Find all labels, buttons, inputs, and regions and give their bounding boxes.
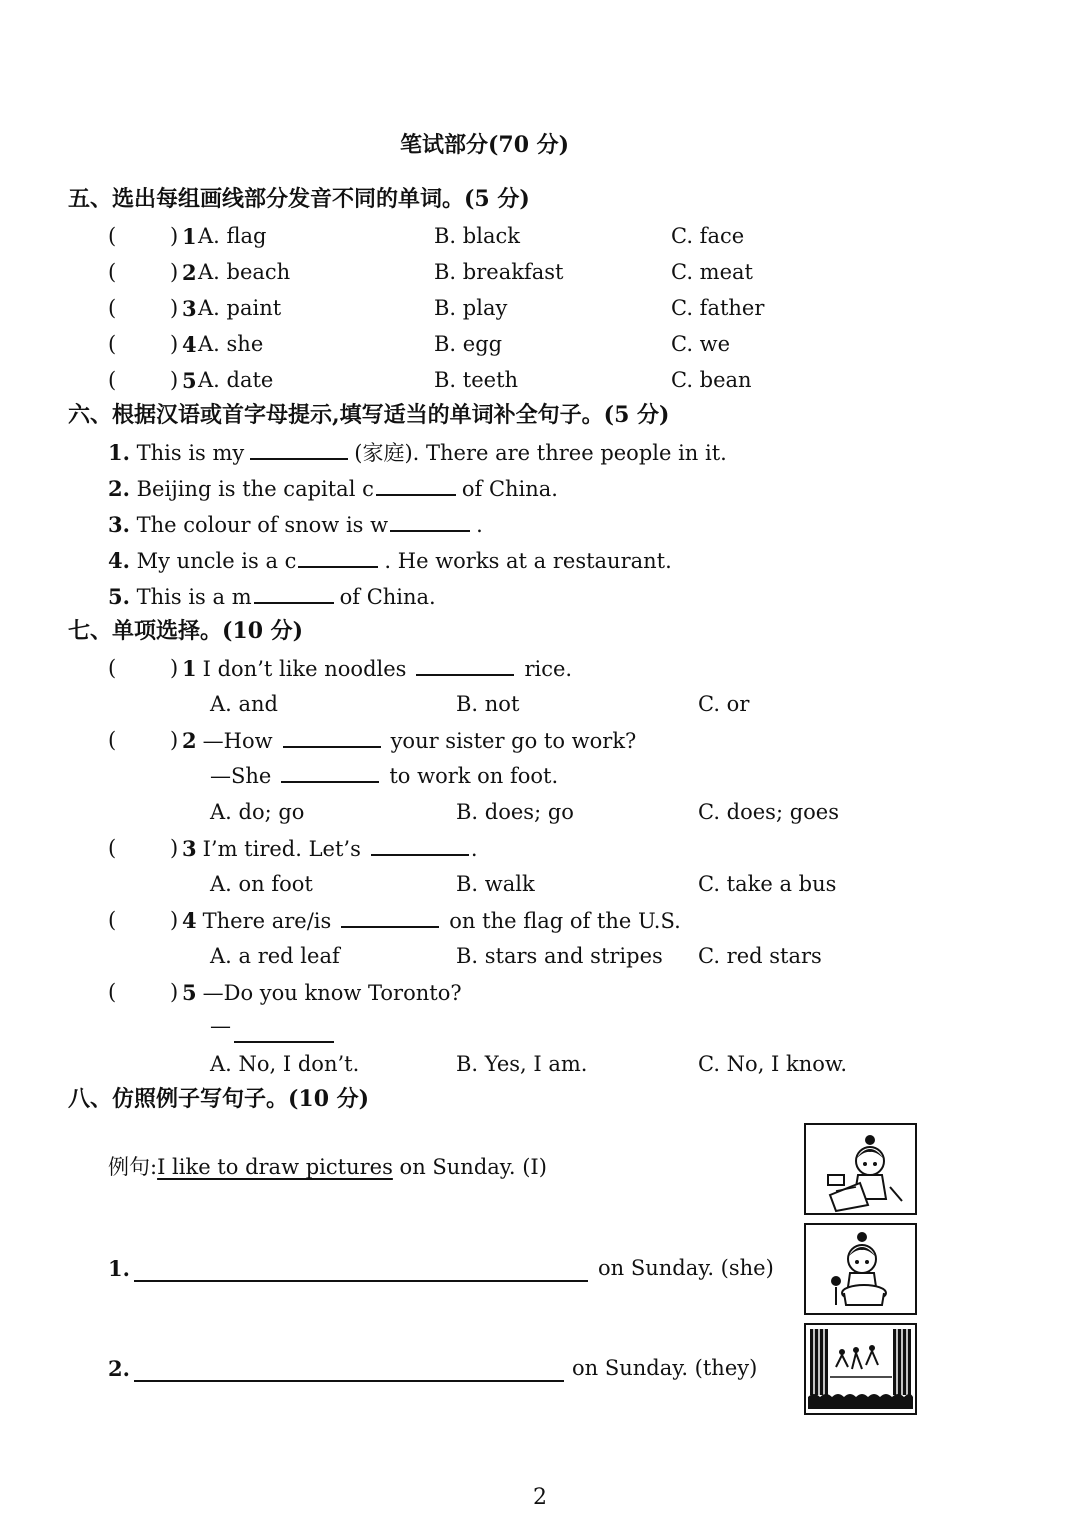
answer-paren-close: ) [170, 260, 179, 284]
answer-blank[interactable] [283, 746, 381, 748]
answer-paren-close: ) [170, 728, 179, 752]
example-label: 例句: [108, 1155, 158, 1179]
theater-stage-illustration [806, 1325, 915, 1413]
answer-blank[interactable] [341, 926, 439, 928]
answer-paren-open[interactable]: ( [108, 332, 117, 356]
sentence-end: . He works at a restaurant. [384, 549, 672, 573]
answer-blank[interactable] [371, 854, 469, 856]
option-c: C. meat [671, 260, 753, 284]
answer-paren-close: ) [170, 656, 179, 680]
item-number: 3 [182, 836, 197, 861]
option-b: B. walk [456, 872, 535, 896]
item-number: 4. [108, 548, 130, 573]
option-b: B. teeth [434, 368, 519, 392]
question-text-end: rice. [524, 657, 573, 681]
section-7-heading: 七、单项选择。(10 分) [68, 618, 304, 644]
answer-paren-close: ) [170, 224, 179, 248]
s8-item-number: 1. [108, 1256, 130, 1281]
option-a: A. and [210, 692, 279, 716]
item-number: 1 [182, 224, 197, 249]
option-b: B. egg [434, 332, 503, 356]
option-b: B. not [456, 692, 520, 716]
answer-paren-close: ) [170, 980, 179, 1004]
option-c: C. or [698, 692, 750, 716]
item-number: 5 [182, 368, 197, 393]
option-a: A. she [198, 332, 264, 356]
s7-question-2-line-2 [210, 766, 558, 787]
answer-blank[interactable] [390, 530, 470, 532]
theater-picture [804, 1323, 917, 1415]
option-c: C. No, I know. [698, 1052, 848, 1076]
s7-question-3 [182, 838, 478, 860]
s6-item-3 [108, 514, 483, 536]
option-b: B. stars and stripes [456, 944, 663, 968]
drawing-girl-picture [804, 1123, 917, 1215]
question-text-end: your sister go to work? [390, 729, 637, 753]
sentence-start: This is my [136, 441, 245, 465]
answer-paren-open[interactable]: ( [108, 656, 117, 680]
example-underlined-phrase: I like to draw pictures [157, 1155, 393, 1179]
option-c: C. red stars [698, 944, 822, 968]
s6-item-4 [108, 550, 672, 572]
option-b: B. play [434, 296, 508, 320]
option-a: A. do; go [210, 800, 305, 824]
answer-paren-open[interactable]: ( [108, 980, 117, 1004]
answer-blank[interactable] [234, 1041, 334, 1043]
sentence-start: The colour of snow is w [136, 513, 389, 537]
option-a: A. flag [198, 224, 267, 248]
answer-paren-open[interactable]: ( [108, 296, 117, 320]
option-a: A. date [198, 368, 274, 392]
answer-blank[interactable] [298, 566, 378, 568]
answer-paren-close: ) [170, 836, 179, 860]
item-number: 5. [108, 584, 130, 609]
page-number: 2 [533, 1485, 547, 1510]
s7-question-1 [182, 658, 572, 680]
question-text-end: . [470, 837, 478, 861]
sentence-end: . [476, 513, 483, 537]
sentence-end: (家庭). There are three people in it. [354, 441, 727, 465]
sentence-start: Beijing is the capital c [136, 477, 374, 501]
sentence-start: My uncle is a c [136, 549, 297, 573]
answer-paren-open[interactable]: ( [108, 728, 117, 752]
answer-blank[interactable] [254, 602, 334, 604]
answer-line[interactable] [134, 1280, 588, 1282]
sentence-end: on Sunday. (she) [598, 1256, 774, 1280]
item-number: 2 [182, 260, 197, 285]
option-c: C. we [671, 332, 731, 356]
question-text: I don’t like noodles [202, 657, 407, 681]
section-5-heading: 五、选出每组画线部分发音不同的单词。(5 分) [68, 186, 530, 212]
item-number: 2. [108, 476, 130, 501]
answer-paren-open[interactable]: ( [108, 260, 117, 284]
option-b: B. Yes, I am. [456, 1052, 588, 1076]
item-number: 3 [182, 296, 197, 321]
question-text-end: to work on foot. [389, 764, 559, 788]
example-rest: on Sunday. (I) [399, 1155, 547, 1179]
option-b: B. breakfast [434, 260, 564, 284]
s6-item-1 [108, 442, 727, 464]
answer-blank[interactable] [416, 674, 514, 676]
answer-paren-close: ) [170, 296, 179, 320]
option-a: A. paint [198, 296, 282, 320]
answer-paren-open[interactable]: ( [108, 224, 117, 248]
cooking-girl-picture [804, 1223, 917, 1315]
s8-item-number: 2. [108, 1356, 130, 1381]
s6-item-2 [108, 478, 558, 500]
answer-paren-close: ) [170, 332, 179, 356]
answer-paren-close: ) [170, 908, 179, 932]
sentence-end: on Sunday. (they) [572, 1356, 758, 1380]
answer-paren-open[interactable]: ( [108, 836, 117, 860]
section-8-heading: 八、仿照例子写句子。(10 分) [68, 1086, 370, 1112]
question-text: I’m tired. Let’s [202, 837, 361, 861]
answer-blank[interactable] [281, 781, 379, 783]
item-number: 4 [182, 908, 197, 933]
option-c: C. take a bus [698, 872, 837, 896]
question-text: There are/is [202, 909, 332, 933]
answer-blank[interactable] [376, 494, 456, 496]
s7-question-5 [182, 982, 462, 1004]
option-b: B. does; go [456, 800, 574, 824]
girl-cooking-illustration [806, 1225, 915, 1313]
page-title: 笔试部分(70 分) [400, 132, 570, 158]
example-sentence [108, 1157, 547, 1178]
s7-question-4 [182, 910, 681, 932]
sentence-end: of China. [339, 585, 436, 609]
option-c: C. bean [671, 368, 752, 392]
option-a: A. beach [198, 260, 291, 284]
sentence-start: This is a m [136, 585, 252, 609]
sentence-end: of China. [461, 477, 558, 501]
answer-paren-close: ) [170, 368, 179, 392]
option-a: A. on foot [210, 872, 313, 896]
item-number: 2 [182, 728, 197, 753]
option-a: A. No, I don’t. [210, 1052, 360, 1076]
s6-item-5 [108, 586, 436, 608]
option-c: C. does; goes [698, 800, 840, 824]
item-number: 1. [108, 440, 130, 465]
option-a: A. a red leaf [210, 944, 340, 968]
item-number: 1 [182, 656, 197, 681]
answer-blank[interactable] [250, 458, 348, 460]
question-text-end: on the flag of the U.S. [449, 909, 681, 933]
girl-drawing-illustration [806, 1125, 915, 1213]
answer-paren-open[interactable]: ( [108, 908, 117, 932]
option-b: B. black [434, 224, 520, 248]
question-text: —Do you know Toronto? [202, 981, 462, 1005]
option-c: C. face [671, 224, 745, 248]
response-dash: — [210, 1014, 231, 1038]
option-c: C. father [671, 296, 765, 320]
question-text: —How [202, 729, 273, 753]
section-6-heading: 六、根据汉语或首字母提示,填写适当的单词补全句子。(5 分) [68, 402, 670, 428]
item-number: 5 [182, 980, 197, 1005]
answer-line[interactable] [134, 1380, 564, 1382]
item-number: 4 [182, 332, 197, 357]
answer-paren-open[interactable]: ( [108, 368, 117, 392]
question-text: —She [210, 764, 272, 788]
item-number: 3. [108, 512, 130, 537]
s7-question-2 [182, 730, 636, 752]
